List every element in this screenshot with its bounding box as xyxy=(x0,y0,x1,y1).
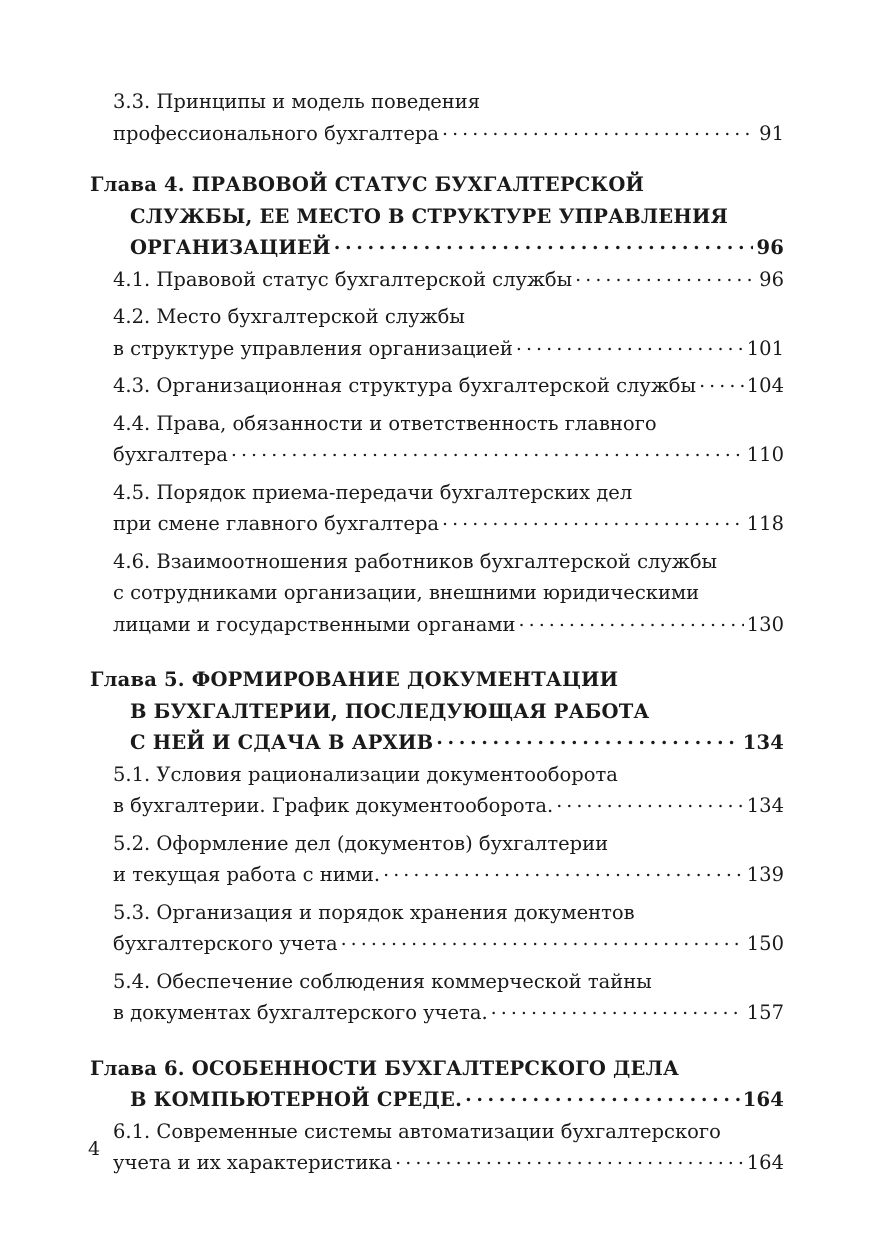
chapter-heading-line xyxy=(90,664,618,696)
page-reference: 91 xyxy=(759,121,784,145)
section-title-line: 5.2. Оформление дел (документов) бухгалтерии xyxy=(113,831,609,855)
section-title-line: профессионального бухгалтера xyxy=(113,121,439,145)
chapter-heading-line xyxy=(90,169,644,201)
section-title-line: учета и их характеристика xyxy=(113,1151,393,1174)
toc-section-4-4 xyxy=(90,408,784,471)
dot-leader xyxy=(465,1087,740,1107)
page-number: 4 xyxy=(88,1138,101,1160)
page-reference: 110 xyxy=(746,443,784,466)
page-reference: 134 xyxy=(742,731,784,754)
dot-leader xyxy=(442,511,744,531)
section-title-line: 4.2. Место бухгалтерской службы xyxy=(113,305,465,328)
toc-section-4-5 xyxy=(90,477,784,540)
chapter-title-line: В КОМПЬЮТЕРНОЙ СРЕДЕ. xyxy=(130,1088,463,1111)
page-reference: 101 xyxy=(746,336,784,360)
dot-leader xyxy=(231,442,744,462)
section-title-line: 4.6. Взаимоотношения работников бухгалтерской службы xyxy=(113,549,718,573)
page-reference: 104 xyxy=(746,374,784,397)
dot-leader xyxy=(516,335,744,355)
table-of-contents xyxy=(90,86,784,1180)
toc-section-5-1 xyxy=(90,759,784,822)
section-title-line: в документах бухгалтерского учета. xyxy=(113,1001,488,1024)
section-title-line: бухгалтерского учета xyxy=(113,932,338,955)
section-title-line: при смене главного бухгалтера xyxy=(113,512,440,535)
section-title-line: 5.1. Условия рационализации документооборота xyxy=(113,762,618,786)
page-reference: 96 xyxy=(756,236,784,259)
section-title-line: 4.4. Права, обязанности и ответственность главного xyxy=(113,411,657,435)
toc-section-5-2 xyxy=(90,828,784,891)
chapter-title-line: ПРАВОВОЙ СТАТУС БУХГАЛТЕРСКОЙ xyxy=(191,173,645,196)
section-title-line: лицами и государственными органами xyxy=(113,612,516,636)
section-title-line: 5.3. Организация и порядок хранения документов xyxy=(113,900,635,924)
section-title-line: 6.1. Современные системы автоматизации бухгалтерского xyxy=(113,1119,721,1143)
toc-chapter-5 xyxy=(90,664,784,759)
dot-leader xyxy=(395,1150,744,1170)
toc-section-6-1 xyxy=(90,1116,784,1179)
chapter-title-line: В БУХГАЛТЕРИИ, ПОСЛЕДУЮЩАЯ РАБОТА xyxy=(130,699,650,723)
chapter-heading-line xyxy=(90,1053,679,1085)
toc-section-4-1 xyxy=(90,264,784,296)
toc-section-5-4 xyxy=(90,966,784,1029)
page-reference: 130 xyxy=(746,612,784,636)
toc-chapter-4 xyxy=(90,169,784,264)
chapter-label: Глава 4. xyxy=(90,173,185,196)
page-reference: 118 xyxy=(746,512,784,535)
page-reference: 150 xyxy=(746,932,784,955)
section-title-line: 5.4. Обеспечение соблюдения коммерческой тайны xyxy=(113,969,652,993)
section-title-line: с сотрудниками организации, внешними юридическими xyxy=(113,581,700,604)
dot-leader xyxy=(436,730,739,750)
section-title-line: 4.1. Правовой статус бухгалтерской службы xyxy=(113,267,573,291)
page-reference: 139 xyxy=(746,863,784,886)
dot-leader xyxy=(575,266,756,286)
chapter-title-line: ОРГАНИЗАЦИЕЙ xyxy=(130,236,331,259)
section-title-line: 4.3. Организационная структура бухгалтерской службы xyxy=(113,374,697,397)
page-reference: 96 xyxy=(759,267,784,291)
section-title-line: в структуре управления организацией xyxy=(113,336,513,360)
page-reference: 164 xyxy=(742,1088,784,1111)
chapter-title-line: ФОРМИРОВАНИЕ ДОКУМЕНТАЦИИ xyxy=(191,668,619,691)
chapter-label: Глава 5. xyxy=(90,668,185,691)
dot-leader xyxy=(491,1000,744,1020)
toc-section-4-3 xyxy=(90,370,784,402)
section-title-line: бухгалтера xyxy=(113,443,228,466)
dot-leader xyxy=(334,235,754,255)
page-reference: 134 xyxy=(746,794,784,817)
toc-section-4-2 xyxy=(90,301,784,364)
toc-section-5-3 xyxy=(90,897,784,960)
section-title-line: в бухгалтерии. График документооборота. xyxy=(113,794,554,817)
page-reference: 157 xyxy=(746,1001,784,1024)
dot-leader xyxy=(442,120,756,140)
page-reference: 164 xyxy=(746,1151,784,1174)
dot-leader xyxy=(556,793,744,813)
toc-chapter-6 xyxy=(90,1053,784,1116)
dot-leader xyxy=(519,611,744,631)
chapter-title-line: ОСОБЕННОСТИ БУХГАЛТЕРСКОГО ДЕЛА xyxy=(191,1056,680,1080)
chapter-title-line: СЛУЖБЫ, ЕЕ МЕСТО В СТРУКТУРЕ УПРАВЛЕНИЯ xyxy=(130,204,729,228)
dot-leader xyxy=(341,931,744,951)
toc-section-4-6 xyxy=(90,546,784,641)
dot-leader xyxy=(699,373,744,393)
section-title-line: 4.5. Порядок приема-передачи бухгалтерских дел xyxy=(113,480,633,504)
chapter-title-line: С НЕЙ И СДАЧА В АРХИВ xyxy=(130,731,434,754)
section-title-line: 3.3. Принципы и модель поведения xyxy=(113,90,481,113)
dot-leader xyxy=(383,862,744,882)
section-title-line: и текущая работа с ними. xyxy=(113,863,381,886)
chapter-label: Глава 6. xyxy=(90,1056,185,1080)
toc-section-3-3 xyxy=(90,86,784,149)
